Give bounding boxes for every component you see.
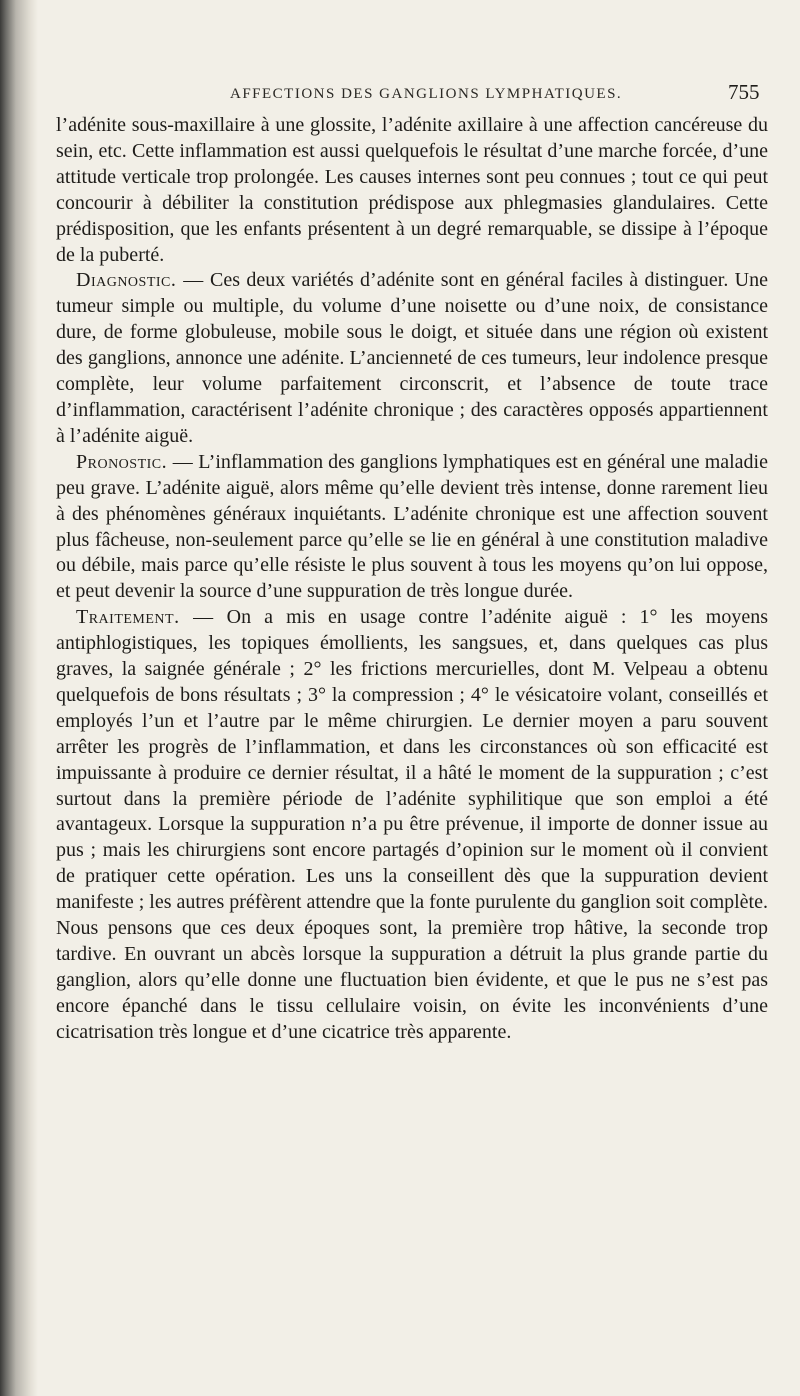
- body-text: [56, 113, 768, 1046]
- paragraph-text: Ces deux variétés d’adénite sont en général faciles à distinguer. Une tumeur simple ou multiple, du volume d’une noisette ou d’une noix, de consistance dure, de forme globuleuse, mobile sous le doigt, et située dans une région où existent des ganglions, annonce une adénite. L’ancienneté de ces tumeurs, leur indolence presque complète, leur volume parfaitement circonscrit, et l’absence de toute trace d’inflammation, caractérisent l’adénite chronique ; des caractères opposés appartiennent à l’adénite aiguë.: [56, 269, 768, 447]
- paragraph-traitement: [56, 605, 768, 1045]
- paragraph-text: On a mis en usage contre l’adénite aiguë : 1° les moyens antiphlogistiques, les topiques émollients, les sangsues, et, dans quelques cas plus graves, la saignée générale ; 2° les frictions mercurielles, dont M. Velpeau a obtenu quelquefois de bons résultats ; 3° la compression ; 4° le vésicatoire volant, conseillés et employés l’un et l’autre par le même chirurgien. Le dernier moyen a paru souvent arrêter les progrès de l’inflammation, et dans les circonstances où son efficacité est impuissante à produire ce dernier résultat, il a hâté le moment de la suppuration ; c’est surtout dans la première période de l’adénite syphilitique que son emploi a été avantageux. Lorsque la suppuration n’a pu être prévenue, il importe de donner issue au pus ; mais les chirurgiens sont encore partagés d’opinion sur le moment où il convient de pratiquer cette opération. Les uns la conseillent dès que la suppuration devient manifeste ; les autres préfèrent attendre que la fonte purulente du ganglion soit complète. Nous pensons que ces deux époques sont, la première trop hâtive, la seconde trop tardive. En ouvrant un abcès lorsque la suppuration a détruit la plus grande partie du ganglion, alors qu’elle donne une fluctuation bien évidente, et que le pus ne s’est pas encore épanché dans le tissu cellulaire voisin, on évite les inconvénients d’une cicatrisation très longue et d’une cicatrice très apparente.: [56, 606, 768, 1043]
- binding-gutter: [0, 0, 38, 1396]
- paragraph-pronostic: [56, 450, 768, 605]
- page-number: 755: [728, 80, 760, 104]
- paragraph-text: L’inflammation des ganglions lymphatiques est en général une maladie peu grave. L’adénite aiguë, alors même qu’elle devient très intense, donne rarement lieu à des phénomènes généraux inquiétants. L’adénite chronique est une affection souvent plus fâcheuse, non-seulement parce qu’elle se lie en général à une constitution maladive ou débile, mais parce qu’elle résiste le plus souvent à tous les moyens qu’on lui oppose, et peut devenir la source d’une suppuration de très longue durée.: [56, 450, 768, 603]
- running-header: AFFECTIONS DES GANGLIONS LYMPHATIQUES.: [230, 86, 623, 102]
- paragraph-text: l’adénite sous-maxillaire à une glossite, l’adénite axillaire à une affection cancéreuse du sein, etc. Cette inflammation est aussi quelquefois le résultat d’une marche forcée, d’une attitude verticale trop prolongée. Les causes internes sont peu connues ; tout ce qui peut concourir à débiliter la constitution prédispose aux phlegmasies glandulaires. Cette prédisposition, que les enfants présentent à un degré remarquable, se dissipe à l’époque de la puberté.: [56, 114, 768, 266]
- section-heading-diagnostic: Diagnostic. —: [76, 269, 204, 292]
- section-heading-traitement: Traitement. —: [76, 606, 214, 629]
- paragraph-diagnostic: [56, 268, 768, 449]
- section-heading-pronostic: Pronostic. —: [76, 450, 194, 473]
- paragraph-causes: [56, 113, 768, 268]
